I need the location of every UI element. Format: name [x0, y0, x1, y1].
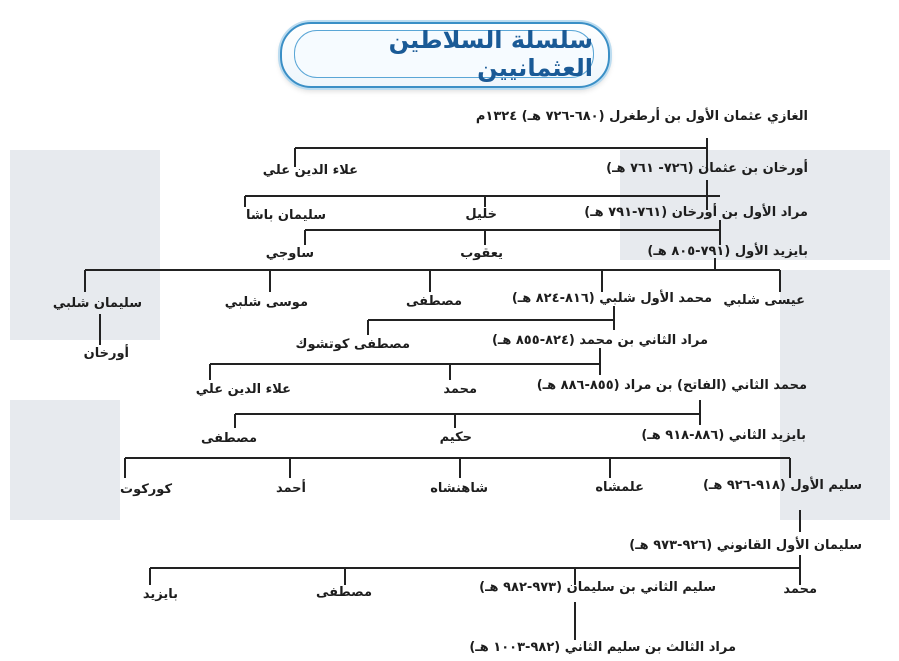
node-murad1: مراد الأول بن أورخان (٧٦١-٧٩١ هـ): [584, 205, 808, 220]
page-title: سلسلة السلاطين العثمانيين: [294, 30, 594, 78]
node-mehmed1: محمد الأول شلبي (٨١٦-٨٢٤ هـ): [511, 291, 712, 306]
node-ahmed: أحمد: [275, 481, 306, 496]
node-bayezid2: بايزيد الثاني (٨٨٦-٩١٨ هـ): [641, 428, 806, 443]
node-halil: خليل: [465, 207, 497, 222]
node-bayezid-son: بايزيد: [142, 587, 178, 602]
node-murad2: مراد الثاني بن محمد (٨٢٤-٨٥٥ هـ): [491, 333, 708, 348]
node-mustafa-2: مصطفى: [200, 431, 257, 446]
node-savci: ساوجي: [265, 246, 314, 261]
node-mustafa-3: مصطفى: [315, 585, 372, 600]
node-suleyman-celebi: سليمان شلبي: [52, 296, 142, 311]
node-hakim: حكيم: [439, 430, 472, 445]
node-orhan: أورخان بن عثمان (٧٢٦- ٧٦١ هـ): [606, 161, 808, 176]
node-murad3: مراد الثالث بن سليم الثاني (٩٨٢-١٠٠٣ هـ): [469, 640, 736, 655]
node-sehinsah: شاهنشاه: [430, 481, 488, 496]
node-alemsah: علمشاه: [595, 480, 644, 495]
node-bayezid1: بايزيد الأول (٧٩١-٨٠٥ هـ): [647, 244, 808, 259]
node-musa-celebi: موسى شلبي: [224, 295, 308, 310]
node-korkut: كوركوت: [120, 482, 172, 497]
node-isa-celebi: عيسى شلبي: [723, 293, 805, 308]
node-selim1: سليم الأول (٩١٨-٩٢٦ هـ): [702, 478, 862, 493]
node-mustafa-kucuk: مصطفى كوتشوك: [295, 337, 410, 352]
node-osman: الغازي عثمان الأول بن أرطغرل (٦٨٠-٧٢٦ هـ) ١٣٢٤م: [475, 109, 808, 124]
node-alaeddin-ali-2: علاء الدين علي: [195, 382, 291, 397]
node-orhan-son: أورخان: [83, 346, 129, 361]
node-selim2: سليم الثاني بن سليمان (٩٧٣-٩٨٢ هـ): [479, 580, 716, 595]
node-mehmed2: محمد الثاني (الفاتح) بن مراد (٨٥٥-٨٨٦ هـ): [536, 378, 807, 393]
node-mustafa: مصطفى: [405, 294, 462, 309]
node-yakub: يعقوب: [460, 246, 503, 261]
node-suleyman-pasha: سليمان باشا: [245, 208, 326, 223]
node-alaeddin-ali: علاء الدين علي: [262, 163, 358, 178]
node-suleyman1: سليمان الأول القانوني (٩٢٦-٩٧٣ هـ): [629, 538, 862, 553]
node-mehmed3: محمد: [783, 582, 817, 597]
node-mehmed-son: محمد: [443, 382, 477, 397]
